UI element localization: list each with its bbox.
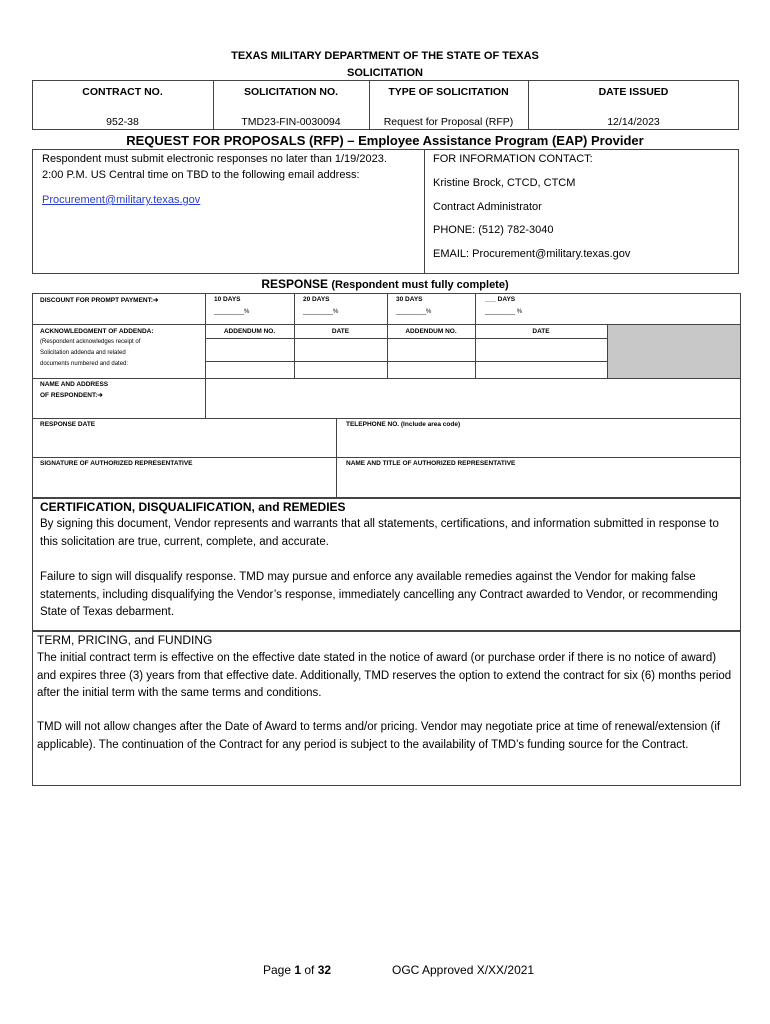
certification-p1: By signing this document, Vendor represents and warrants that all statements, certifications, and information submitted in response to this solicitation are true, current, complete, and accurate. bbox=[40, 518, 719, 548]
response-title-bold: RESPONSE bbox=[261, 277, 329, 291]
contact-name: Kristine Brock, CTCD, CTCM bbox=[433, 177, 576, 189]
page-of: of bbox=[301, 963, 318, 977]
term-p2: TMD will not allow changes after the Date of Award to terms and/or pricing. Vendor may negotiate price at time of renewal/extension (if applicable). The continuation of the Contract for any period is subject to the availability of TMD’s funding source for the Contract. bbox=[37, 721, 721, 751]
discount-custom-days[interactable]: ___ DAYS bbox=[485, 296, 516, 303]
rfp-title: REQUEST FOR PROPOSALS (RFP) – Employee Assistance Program (EAP) Provider bbox=[126, 133, 644, 148]
type-value: Request for Proposal (RFP) bbox=[383, 116, 514, 128]
submission-email-link[interactable]: Procurement@military.texas.gov bbox=[42, 194, 201, 206]
addendum-no-header-2: ADDENDUM NO. bbox=[405, 328, 457, 335]
telephone-field[interactable] bbox=[337, 430, 740, 456]
shaded-cell bbox=[608, 325, 740, 378]
contact-heading: FOR INFORMATION CONTACT: bbox=[433, 153, 593, 165]
date-header-1: DATE bbox=[331, 328, 350, 335]
discount-custom-pct[interactable]: _________ % bbox=[485, 309, 523, 315]
ack-sub3: documents numbered and dated: bbox=[40, 361, 129, 367]
agency-title: TEXAS MILITARY DEPARTMENT OF THE STATE OF TEXAS bbox=[231, 50, 539, 62]
term-p1: The initial contract term is effective on the effective date stated in the notice of award (or purchase order if there is no notice of award) and expires three (3) years from that effective date. Additionally, TMD reserves the option to extend the contract for six (6) months period after the initial term with the same terms and conditions. bbox=[37, 652, 732, 699]
approval-note: OGC Approved X/XX/2021 bbox=[392, 963, 535, 977]
submission-box bbox=[32, 149, 739, 274]
ack-label: ACKNOWLEDGMENT OF ADDENDA: bbox=[40, 328, 154, 335]
signature-field[interactable] bbox=[33, 470, 335, 497]
response-date-field[interactable] bbox=[33, 430, 335, 456]
solicitation-no-value: TMD23-FIN-0030094 bbox=[241, 116, 341, 128]
submission-line1: Respondent must submit electronic responses no later than 1/19/2023. bbox=[42, 153, 387, 165]
submission-line2: 2:00 P.M. US Central time on TBD to the following email address: bbox=[42, 169, 360, 181]
discount-10-days: 10 DAYS bbox=[214, 296, 241, 303]
discount-20-days: 20 DAYS bbox=[303, 296, 330, 303]
certification-p2: Failure to sign will disqualify response. TMD may pursue and enforce any available remedies against the Vendor for making false statements, including disqualifying the Vendor’s response, immediately cancelling any Contract awarded to Vendor, or recommending State of Texas debarment. bbox=[40, 571, 718, 618]
discount-30-pct[interactable]: _________% bbox=[396, 309, 432, 315]
page-total: 32 bbox=[317, 963, 332, 977]
ack-sub1: (Respondent acknowledges receipt of bbox=[40, 339, 141, 345]
contract-no-header: CONTRACT NO. bbox=[82, 86, 163, 98]
contact-phone: PHONE: (512) 782-3040 bbox=[433, 224, 554, 236]
date-issued-header: DATE ISSUED bbox=[598, 86, 669, 98]
response-date-label: RESPONSE DATE bbox=[40, 421, 96, 428]
discount-30-days: 30 DAYS bbox=[396, 296, 423, 303]
discount-20-pct[interactable]: _________% bbox=[303, 309, 339, 315]
page-number bbox=[263, 963, 331, 977]
contact-email: EMAIL: Procurement@military.texas.gov bbox=[433, 248, 631, 260]
date-issued-value: 12/14/2023 bbox=[607, 116, 660, 128]
addendum-no-header-1: ADDENDUM NO. bbox=[223, 328, 276, 335]
document-type: SOLICITATION bbox=[347, 67, 423, 79]
page-prefix: Page bbox=[263, 963, 295, 977]
signature-label: SIGNATURE OF AUTHORIZED REPRESENTATIVE bbox=[40, 460, 193, 467]
name-title-field[interactable] bbox=[337, 470, 740, 497]
telephone-label: TELEPHONE NO. (Include area code) bbox=[346, 421, 461, 428]
certification-heading: CERTIFICATION, DISQUALIFICATION, and REMEDIES bbox=[40, 500, 346, 514]
response-title-paren: (Respondent must fully complete) bbox=[331, 279, 509, 291]
response-title bbox=[0, 277, 770, 291]
page-current: 1 bbox=[294, 963, 302, 977]
type-header: TYPE OF SOLICITATION bbox=[388, 86, 509, 98]
name-address-label-1: NAME AND ADDRESS bbox=[40, 381, 109, 388]
name-title-label: NAME AND TITLE OF AUTHORIZED REPRESENTATIVE bbox=[346, 460, 516, 467]
contract-no-value: 952-38 bbox=[106, 116, 139, 128]
solicitation-no-header: SOLICITATION NO. bbox=[243, 86, 339, 98]
name-address-field[interactable] bbox=[206, 379, 740, 417]
discount-label: DISCOUNT FOR PROMPT PAYMENT:➔ bbox=[40, 297, 159, 304]
discount-10-pct[interactable]: _________% bbox=[214, 309, 250, 315]
date-header-2: DATE bbox=[532, 328, 550, 335]
contact-title: Contract Administrator bbox=[433, 201, 542, 213]
name-address-label-2: OF RESPONDENT:➔ bbox=[40, 392, 103, 399]
term-heading: TERM, PRICING, and FUNDING bbox=[37, 633, 213, 647]
ack-sub2: Solicitation addenda and related bbox=[40, 350, 126, 356]
